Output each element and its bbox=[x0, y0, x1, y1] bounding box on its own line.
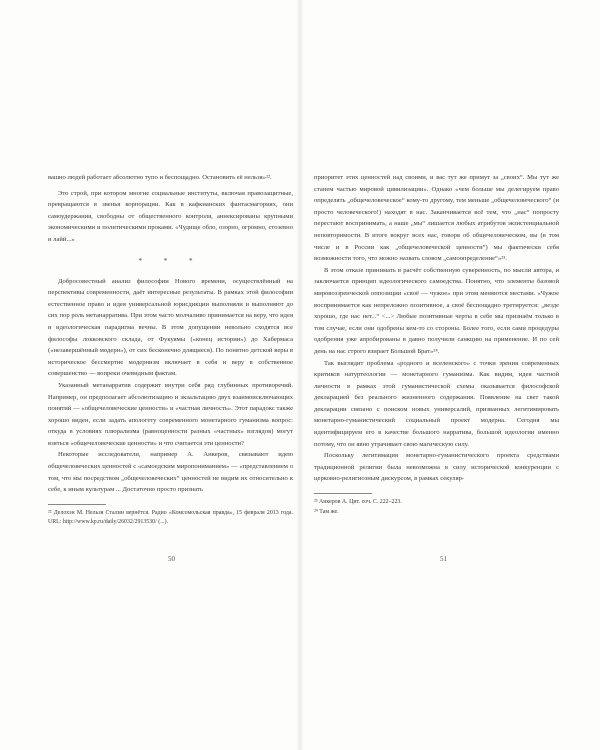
paragraph: Некоторые исследователи, например А. Анкеров, связывают идею общечеловеческих ценностей с «самоедским миропониманием» — «представлением о том, что мы посредством „общечеловеческих“ ценностей не видим их относительно к себе, к иным культурам ... Достаточно просто признать bbox=[48, 451, 293, 494]
page-number: 51 bbox=[440, 555, 447, 563]
footnote-separator bbox=[314, 493, 372, 494]
paragraph: Указанный метанарратив содержит внутри себя ряд глубинных противоречий. Например, он предполагает абсолютизацию и экзальтацию двух взаимоисключающих понятий — «общечеловеческие ценности» и «частная личность». Этот парадокс также хорошо виден, если задать апологету современного монетарного гуманизма вопрос: откуда в условиях плюрализма (равноценности разных «частных» взглядов) могут взяться «общечеловеческие ценности» и что считается эти ценности? bbox=[48, 381, 293, 447]
paragraph: Это строй, при котором многие социальные институты, включая правозащитные, превращаются в звенья корпорации. Как в кафкианских фантасмагориях, они самоудержания, свободны от общественного контроля, аннексированы крупными экономическими и политическими проками. «Чудище обло, озорно, огромно, стозевно и лайй...» bbox=[48, 189, 293, 243]
footnote: ²² Делохэн М. Нельзя Сталин вернётся. Радио «Комсомольская правда», 15 февраля 2013 года. URL: http://www.kp.ru/daily/26032/2913530/ (...). bbox=[48, 509, 293, 526]
book-gutter bbox=[296, 0, 304, 750]
left-page bbox=[48, 172, 293, 528]
footnote-separator bbox=[48, 504, 106, 505]
paragraph: Добросовестный анализ философии Нового времени, осуществлённый на перспективы современности, даёт интересные результаты. В рамках этой философии естественное право и идея универсальной юрисдикции выполняли и выполняют до сих пор роль метанарратива. При этом часто молчаливо принимается на веру, что идея и идеологическая парадигма вечны. В этом допущении невольно сходятся все философы локковского склада, от Фукуямы («конец истории») до Хабермаса («незавершённый модерн»), от сих бесконечно длящиеся). По понятно детской веры в историческое бессмертие модернизм включает в себя и веру в собственное совершенство — вопреки очевидным фактам. bbox=[48, 277, 293, 378]
section-divider-stars: * * * bbox=[138, 256, 203, 265]
paragraph: В этом отказе принимать в расчёт собственную суверенность, по мысли автора, и заключается принцип идеологического самоедства. Понятно, что элементы базовой мировоззренческой оппозиции «своё — чужое» при этом меняются местами. «Чужое воспринимается как непреложно позитивное, а своё беспощадно третируется: „везде хорошо, где нас нет...“ <...> Любые позитивные черты в себе мы признаём только в том случае, если они одобрены кем-то со стороны. Более того, если сами процедуры одобрения уже апробированы в давно получили санкцию на применение. И по сей день на нас строго взирает Большой Брат»²⁴. bbox=[314, 266, 559, 355]
paragraph: Поскольку легитимация монетарно-гуманистического проекта средствами традиционной религии была невозможна в силу исторической конкуренции с церковно-религиозным дискурсом, в рамках секуляр- bbox=[314, 452, 559, 483]
footnote: ²⁴ Там же. bbox=[314, 508, 339, 515]
paragraph: вашно людей работает абсолютно тупо и беспощадно. Остановить её нельзя»²². bbox=[48, 174, 272, 181]
paragraph: приоритет этих ценностей над своими, и вас тут же примут за „своих“. Мы тут же станем частью мировой цивилизации». Однако «чем больше мы делегируем право определять „общечеловеческое“ кому-то другому, тем меньше „общечеловеческого“ (и просто человеческого!) находят в нас. Заканчивается всё тем, что „нас“ попросту перестают воспринимать, а наше „мы“ лишается любых атрибутов экзистенциальной неповторимости. В итоге вокруг всех нас, говоря об общечеловеческом, вы (в том числе и в России как „общечеловеческой ценности“) мы фактически себя возможности того, что можно назвать словом „самоопределение“»²³. bbox=[314, 174, 559, 263]
footnote: ²³ Анкеров А. Цит. соч. С. 222–223. bbox=[314, 499, 402, 506]
right-page bbox=[314, 172, 559, 517]
page-number: 50 bbox=[168, 555, 175, 563]
paragraph: Так выглядит проблема «родного и вселенского» с точки зрения современных критиков натуртеологии — монетарного гуманизма. Как видим, идея частной личности в рамках этой гуманистической схемы оказывается философской декларацией без реального жизненного содержания. Появление на свет такой декларации связано с поиском новых универсалий, призванных легитимировать монетарно-гуманистический социальный проект модерна. Сегодня мы идентифицируем его в качестве большого нарратива, большой идеологии именно потому, что он явно утрачивает свою магическую силу. bbox=[314, 359, 559, 448]
